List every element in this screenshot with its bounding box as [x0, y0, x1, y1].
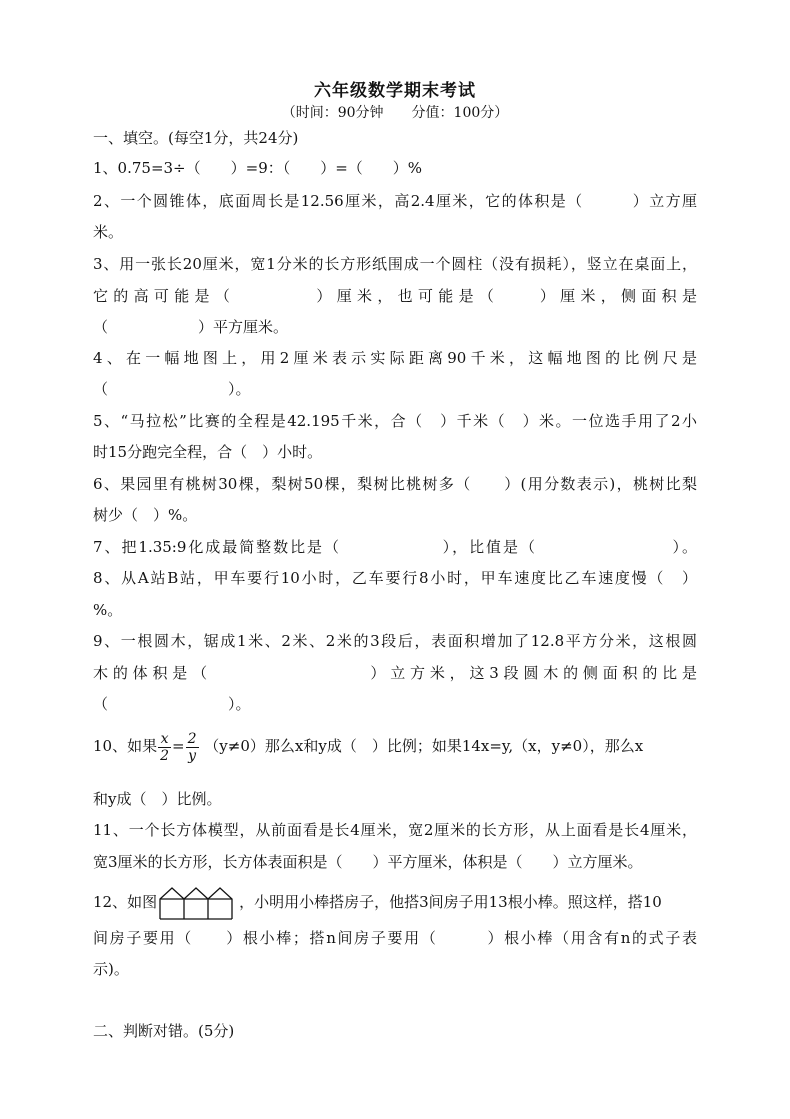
question-4-line2: （ ）。	[93, 380, 251, 398]
question-12-prefix: 12、如图	[93, 893, 158, 911]
question-2-line1: 2、一个圆锥体，底面周长是12.56厘米，高2.4厘米，它的体积是（ ）立方厘	[93, 192, 697, 210]
question-5-line1: 5、“马拉松”比赛的全程是42.195千米，合（ ）千米（ ）米。一位选手用了2小	[93, 412, 697, 430]
question-7: 7、把1.35:9化成最简整数比是（ ），比值是（ ）。	[93, 538, 697, 556]
question-3-line1: 3、用一张长20厘米，宽1分米的长方形纸围成一个圆柱（没有损耗），竖立在桌面上，	[93, 255, 697, 273]
exam-subtitle: （时间：90分钟 分值：100分）	[281, 105, 509, 121]
question-10-suffix: （y≠0）那么x和y成（ ）比例；如果14x=y,（x，y≠0），那么x	[204, 737, 644, 755]
fraction-numerator: x	[158, 731, 171, 748]
question-9-line3: （ ）。	[93, 695, 251, 713]
question-8-line2: %。	[93, 601, 123, 619]
question-11-line2: 宽3厘米的长方形，长方体表面积是（ ）平方厘米，体积是（ ）立方厘米。	[93, 853, 643, 871]
exam-title: 六年级数学期末考试	[314, 81, 476, 101]
question-10-prefix: 10、如果	[93, 737, 158, 755]
question-9-line2: 木的体积是（ ）立方米，这3段圆木的侧面积的比是	[93, 664, 697, 682]
question-3-line2: 它的高可能是（ ）厘米，也可能是（ ）厘米，侧面积是	[93, 287, 697, 305]
house-sticks-figure	[159, 886, 237, 920]
fraction-denominator: y	[188, 747, 197, 764]
question-6-line2: 树少（ ）%。	[93, 506, 198, 524]
fraction-denominator: 2	[160, 747, 170, 764]
question-5-line2: 时15分跑完全程，合（ ）小时。	[93, 443, 323, 461]
question-9-line1: 9、一根圆木，锯成1米、2米、2米的3段后，表面积增加了12.8平方分米，这根圆	[93, 632, 697, 650]
fraction-x-over-2	[158, 731, 171, 764]
fraction-2-over-y	[186, 731, 199, 764]
question-10-line2: 和y成（ ）比例。	[93, 790, 222, 808]
question-4-line1: 4、在一幅地图上，用2厘米表示实际距离90千米，这幅地图的比例尺是	[93, 349, 697, 367]
question-11-line1: 11、一个长方体模型，从前面看是长4厘米，宽2厘米的长方形，从上面看是长4厘米，	[93, 821, 697, 839]
section2-heading: 二、判断对错。(5分)	[93, 1022, 235, 1040]
equals-sign: =	[172, 737, 185, 755]
question-12-suffix: ，小明用小棒搭房子，他搭3间房子用13根小棒。照这样，搭10	[239, 893, 662, 911]
question-12-line3: 示)。	[93, 960, 129, 978]
section1-heading: 一、填空。(每空1分，共24分)	[93, 129, 299, 147]
question-1: 1、0.75=3÷（ ）=9：（ ）=（ ）%	[93, 159, 423, 177]
question-10-line1	[93, 728, 697, 764]
question-12-line2: 间房子要用（ ）根小棒；搭n间房子要用（ ）根小棒（用含有n的式子表	[93, 929, 697, 947]
question-2-line2: 米。	[93, 223, 124, 241]
question-3-line3: （ ）平方厘米。	[93, 318, 289, 336]
question-8-line1: 8、从A站B站，甲车要行10小时，乙车要行8小时，甲车速度比乙车速度慢（ ）	[93, 569, 697, 587]
question-6-line1: 6、果园里有桃树30棵，梨树50棵，梨树比桃树多（ ）(用分数表示)，桃树比梨	[93, 475, 697, 493]
question-12-line1	[93, 884, 697, 920]
fraction-numerator: 2	[187, 730, 197, 747]
